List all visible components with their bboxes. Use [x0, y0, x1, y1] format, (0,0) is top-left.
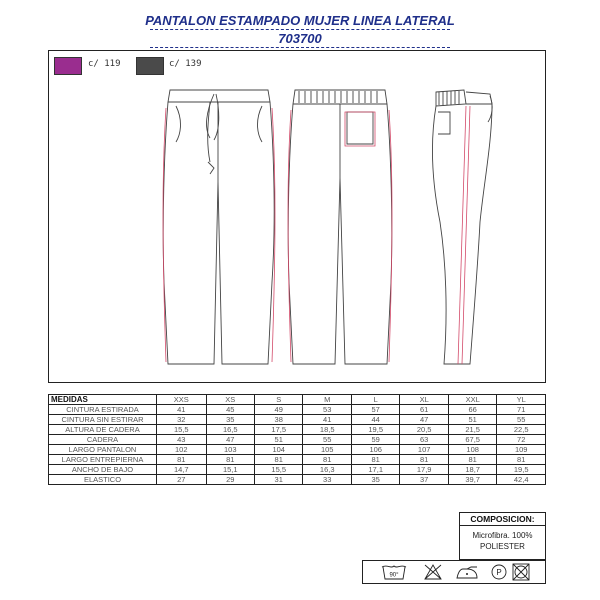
- table-cell: 35: [351, 475, 399, 485]
- table-cell: 33: [303, 475, 351, 485]
- table-cell: 81: [497, 455, 546, 465]
- row-label: LARGO ENTREPIERNA: [49, 455, 157, 465]
- table-cell: 81: [400, 455, 448, 465]
- pants-front-view-drawing: [160, 82, 278, 372]
- table-cell: 17,5: [254, 425, 302, 435]
- table-cell: 53: [303, 405, 351, 415]
- table-cell: 32: [157, 415, 207, 425]
- composition-title: COMPOSICION:: [460, 513, 545, 526]
- reference-divider: [150, 47, 450, 48]
- dry-clean-p-icon: [492, 565, 506, 579]
- product-reference: 703700: [278, 31, 322, 46]
- table-cell: 38: [254, 415, 302, 425]
- table-row: [49, 475, 546, 485]
- table-row: [49, 445, 546, 455]
- table-cell: 16,5: [206, 425, 254, 435]
- composition-line-1: Microfibra. 100%: [472, 531, 533, 540]
- table-cell: 103: [206, 445, 254, 455]
- table-cell: 42,4: [497, 475, 546, 485]
- table-cell: 27: [157, 475, 207, 485]
- table-cell: 107: [400, 445, 448, 455]
- table-cell: 81: [157, 455, 207, 465]
- table-cell: 18,5: [303, 425, 351, 435]
- row-label: ANCHO DE BAJO: [49, 465, 157, 475]
- table-cell: 21,5: [448, 425, 496, 435]
- measurements-header-label: MEDIDAS: [49, 395, 157, 405]
- table-cell: 20,5: [400, 425, 448, 435]
- pants-side-view-drawing: [430, 82, 510, 372]
- table-cell: 41: [157, 405, 207, 415]
- size-header: XXS: [157, 395, 207, 405]
- table-cell: 15,5: [254, 465, 302, 475]
- table-cell: 55: [497, 415, 546, 425]
- table-row: [49, 405, 546, 415]
- size-header: M: [303, 395, 351, 405]
- table-cell: 47: [400, 415, 448, 425]
- table-cell: 29: [206, 475, 254, 485]
- table-cell: 51: [448, 415, 496, 425]
- table-row: [49, 425, 546, 435]
- color-label-139: c/ 139: [169, 59, 202, 69]
- product-title: PANTALON ESTAMPADO MUJER LINEA LATERAL: [145, 13, 455, 28]
- composition-box: [459, 512, 546, 560]
- table-header-row: [49, 395, 546, 405]
- table-cell: 106: [351, 445, 399, 455]
- table-cell: 72: [497, 435, 546, 445]
- table-cell: 22,5: [497, 425, 546, 435]
- table-cell: 19,5: [497, 465, 546, 475]
- color-swatch-139: [136, 57, 164, 75]
- table-cell: 81: [254, 455, 302, 465]
- row-label: CINTURA ESTIRADA: [49, 405, 157, 415]
- table-cell: 81: [206, 455, 254, 465]
- care-symbols-box: [362, 560, 546, 584]
- size-header: L: [351, 395, 399, 405]
- table-cell: 43: [157, 435, 207, 445]
- table-cell: 104: [254, 445, 302, 455]
- title-divider: [150, 29, 450, 30]
- table-cell: 81: [448, 455, 496, 465]
- table-cell: 51: [254, 435, 302, 445]
- table-cell: 71: [497, 405, 546, 415]
- size-header: XL: [400, 395, 448, 405]
- table-cell: 57: [351, 405, 399, 415]
- table-row: [49, 415, 546, 425]
- table-cell: 59: [351, 435, 399, 445]
- table-cell: 61: [400, 405, 448, 415]
- table-row: [49, 435, 546, 445]
- table-cell: 102: [157, 445, 207, 455]
- table-cell: 35: [206, 415, 254, 425]
- color-label-119: c/ 119: [88, 59, 121, 69]
- table-cell: 31: [254, 475, 302, 485]
- row-label: CADERA: [49, 435, 157, 445]
- table-cell: 109: [497, 445, 546, 455]
- no-tumble-dry-icon: [513, 564, 529, 580]
- table-cell: 41: [303, 415, 351, 425]
- size-header: XS: [206, 395, 254, 405]
- table-cell: 37: [400, 475, 448, 485]
- row-label: LARGO PANTALON: [49, 445, 157, 455]
- row-label: CINTURA SIN ESTIRAR: [49, 415, 157, 425]
- table-cell: 39,7: [448, 475, 496, 485]
- table-cell: 18,7: [448, 465, 496, 475]
- row-label: ELASTICO: [49, 475, 157, 485]
- table-cell: 55: [303, 435, 351, 445]
- table-cell: 105: [303, 445, 351, 455]
- svg-text:90°: 90°: [389, 572, 399, 579]
- table-cell: 16,3: [303, 465, 351, 475]
- table-cell: 17,9: [400, 465, 448, 475]
- table-row: [49, 465, 546, 475]
- wash-90-icon: [382, 566, 406, 579]
- measurements-table: [48, 394, 546, 485]
- table-cell: 81: [303, 455, 351, 465]
- table-cell: 44: [351, 415, 399, 425]
- svg-text:P: P: [496, 568, 502, 577]
- row-label: ALTURA DE CADERA: [49, 425, 157, 435]
- table-cell: 81: [351, 455, 399, 465]
- table-cell: 19,5: [351, 425, 399, 435]
- table-cell: 66: [448, 405, 496, 415]
- size-header: XXL: [448, 395, 496, 405]
- color-swatch-119: [54, 57, 82, 75]
- composition-text: [460, 526, 545, 552]
- table-row: [49, 455, 546, 465]
- table-cell: 15,5: [157, 425, 207, 435]
- table-cell: 45: [206, 405, 254, 415]
- size-header: YL: [497, 395, 546, 405]
- iron-icon: [457, 567, 477, 578]
- table-cell: 14,7: [157, 465, 207, 475]
- table-cell: 49: [254, 405, 302, 415]
- table-cell: 67,5: [448, 435, 496, 445]
- table-cell: 63: [400, 435, 448, 445]
- composition-line-2: POLIESTER: [480, 542, 525, 551]
- table-cell: 17,1: [351, 465, 399, 475]
- size-header: S: [254, 395, 302, 405]
- table-cell: 108: [448, 445, 496, 455]
- pants-back-view-drawing: [285, 82, 395, 372]
- no-bleach-icon: [425, 565, 441, 579]
- table-cell: 47: [206, 435, 254, 445]
- table-cell: 15,1: [206, 465, 254, 475]
